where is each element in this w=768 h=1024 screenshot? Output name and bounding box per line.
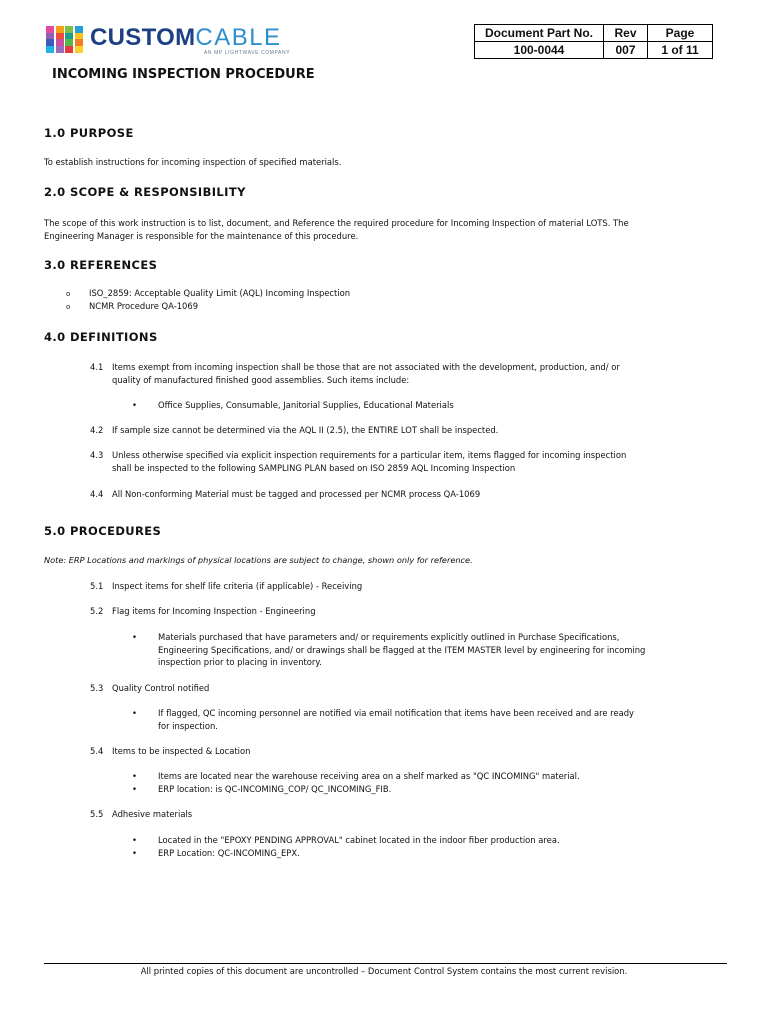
item-number: 5.4 [90, 746, 104, 756]
footer-disclaimer: All printed copies of this document are uncontrolled – Document Control System contains the most current revision. [140, 966, 628, 976]
item-text-line: quality of manufactured finished good assemblies. Such items include: [112, 374, 410, 385]
item-number: 4.2 [90, 425, 104, 435]
logo-word-custom: CUSTOM [90, 24, 196, 51]
bullet-text: Office Supplies, Consumable, Janitorial Supplies, Educational Materials [158, 400, 454, 410]
item-text-line: If sample size cannot be determined via the AQL II (2.5), the ENTIRE LOT shall be inspected. [112, 425, 499, 435]
bullet-item [132, 834, 722, 847]
bullet-text-line: If flagged, QC incoming personnel are notified via email notification that items have been received and are ready [158, 708, 634, 718]
bullet-text: Located in the "EPOXY PENDING APPROVAL" cabinet located in the indoor fiber production area. [158, 835, 560, 845]
reference-text: ISO_2859: Acceptable Quality Limit (AQL) Incoming Inspection [89, 288, 351, 298]
logo-square [65, 46, 73, 53]
bullet-text: ERP location: is QC-INCOMING_COP/ QC_INCOMING_FIB. [158, 784, 392, 794]
page-value: 1 of 11 [648, 42, 713, 59]
section-heading-references: 3.0 REFERENCES [44, 258, 158, 272]
logo-word-cable: CABLE [195, 24, 282, 51]
definition-4-2 [90, 424, 710, 437]
section-heading-scope: 2.0 SCOPE & RESPONSIBILITY [44, 185, 246, 199]
bullet-text-line: Engineering Specifications, and/ or drawings shall be flagged at the ITEM MASTER level by engineering for incoming [158, 644, 646, 655]
page-label: Page [648, 25, 713, 42]
definition-4-3 [90, 449, 710, 474]
item-text-line: Adhesive materials [112, 809, 193, 819]
document-control-table [474, 24, 713, 59]
item-text-line: shall be inspected to the following SAMPLING PLAN based on ISO 2859 AQL Incoming Inspection [112, 462, 516, 473]
bullet-icon: • [132, 771, 137, 781]
item-number: 5.2 [90, 606, 104, 616]
logo-color-grid [46, 26, 84, 52]
logo-tagline: AN MP LIGHTWAVE COMPANY [204, 50, 291, 56]
item-text-line: Items exempt from incoming inspection shall be those that are not associated with the development, production, and/ or [112, 362, 620, 372]
bullet-item [132, 707, 722, 732]
reference-item [66, 288, 350, 298]
reference-text: NCMR Procedure QA-1069 [89, 301, 199, 311]
item-number: 4.3 [90, 450, 104, 460]
section-heading-procedures: 5.0 PROCEDURES [44, 524, 162, 538]
procedure-5-1 [90, 580, 710, 593]
item-text-line: Unless otherwise specified via explicit inspection requirements for a particular item, items flagged for incoming inspection [112, 450, 627, 460]
procedure-5-3 [90, 682, 710, 695]
bullet-text-line: for inspection. [158, 720, 218, 731]
bullet-item [132, 770, 722, 783]
doc-part-no-value: 100-0044 [475, 42, 604, 59]
doc-part-no-label: Document Part No. [475, 25, 604, 42]
definition-4-1 [90, 361, 710, 386]
logo-square [56, 46, 64, 53]
logo-wordmark [90, 24, 282, 52]
footer-divider [44, 963, 727, 964]
rev-value: 007 [604, 42, 648, 59]
bullet-text: Items are located near the warehouse receiving area on a shelf marked as "QC INCOMING" material. [158, 771, 580, 781]
item-text-line: Quality Control notified [112, 683, 210, 693]
logo-square [75, 46, 83, 53]
item-number: 5.1 [90, 581, 104, 591]
bullet-icon: • [132, 708, 137, 718]
definition-4-4 [90, 488, 710, 501]
bullet-item [132, 783, 722, 796]
bullet-text-line: Materials purchased that have parameters and/ or requirements explicitly outlined in Purchase Specifications, [158, 632, 620, 642]
rev-label: Rev [604, 25, 648, 42]
procedure-5-4 [90, 745, 710, 758]
bullet-icon: • [132, 632, 137, 642]
bullet-text: ERP Location: QC-INCOMING_EPX. [158, 848, 300, 858]
purpose-text: To establish instructions for incoming inspection of specified materials. [44, 157, 342, 167]
item-number: 4.1 [90, 362, 104, 372]
bullet-icon: • [132, 784, 137, 794]
bullet-text-line: inspection prior to placing in inventory. [158, 657, 322, 668]
reference-marker: o [66, 303, 71, 311]
logo-square [46, 46, 54, 53]
scope-text-line-1: The scope of this work instruction is to list, document, and Reference the required procedure for Incoming Inspection of material LOTS. The [44, 218, 629, 228]
section-heading-purpose: 1.0 PURPOSE [44, 126, 134, 140]
document-title: INCOMING INSPECTION PROCEDURE [52, 67, 315, 82]
reference-item [66, 301, 198, 311]
scope-text-line-2: Engineering Manager is responsible for the maintenance of this procedure. [44, 231, 359, 241]
procedure-5-5 [90, 808, 710, 821]
bullet-icon: • [132, 835, 137, 845]
section-heading-definitions: 4.0 DEFINITIONS [44, 330, 158, 344]
bullet-icon: • [132, 400, 137, 410]
item-number: 5.3 [90, 683, 104, 693]
bullet-item [132, 847, 722, 860]
reference-marker: o [66, 290, 71, 298]
bullet-icon: • [132, 848, 137, 858]
item-text-line: Inspect items for shelf life criteria (if applicable) - Receiving [112, 581, 363, 591]
item-number: 5.5 [90, 809, 104, 819]
procedure-5-2 [90, 605, 710, 618]
item-text-line: All Non-conforming Material must be tagged and processed per NCMR process QA-1069 [112, 489, 481, 499]
item-text-line: Flag items for Incoming Inspection - Engineering [112, 606, 316, 616]
bullet-item [132, 399, 722, 412]
item-text-line: Items to be inspected & Location [112, 746, 251, 756]
bullet-item [132, 631, 722, 669]
procedures-note: Note: ERP Locations and markings of physical locations are subject to change, shown only for reference. [44, 555, 473, 565]
item-number: 4.4 [90, 489, 104, 499]
